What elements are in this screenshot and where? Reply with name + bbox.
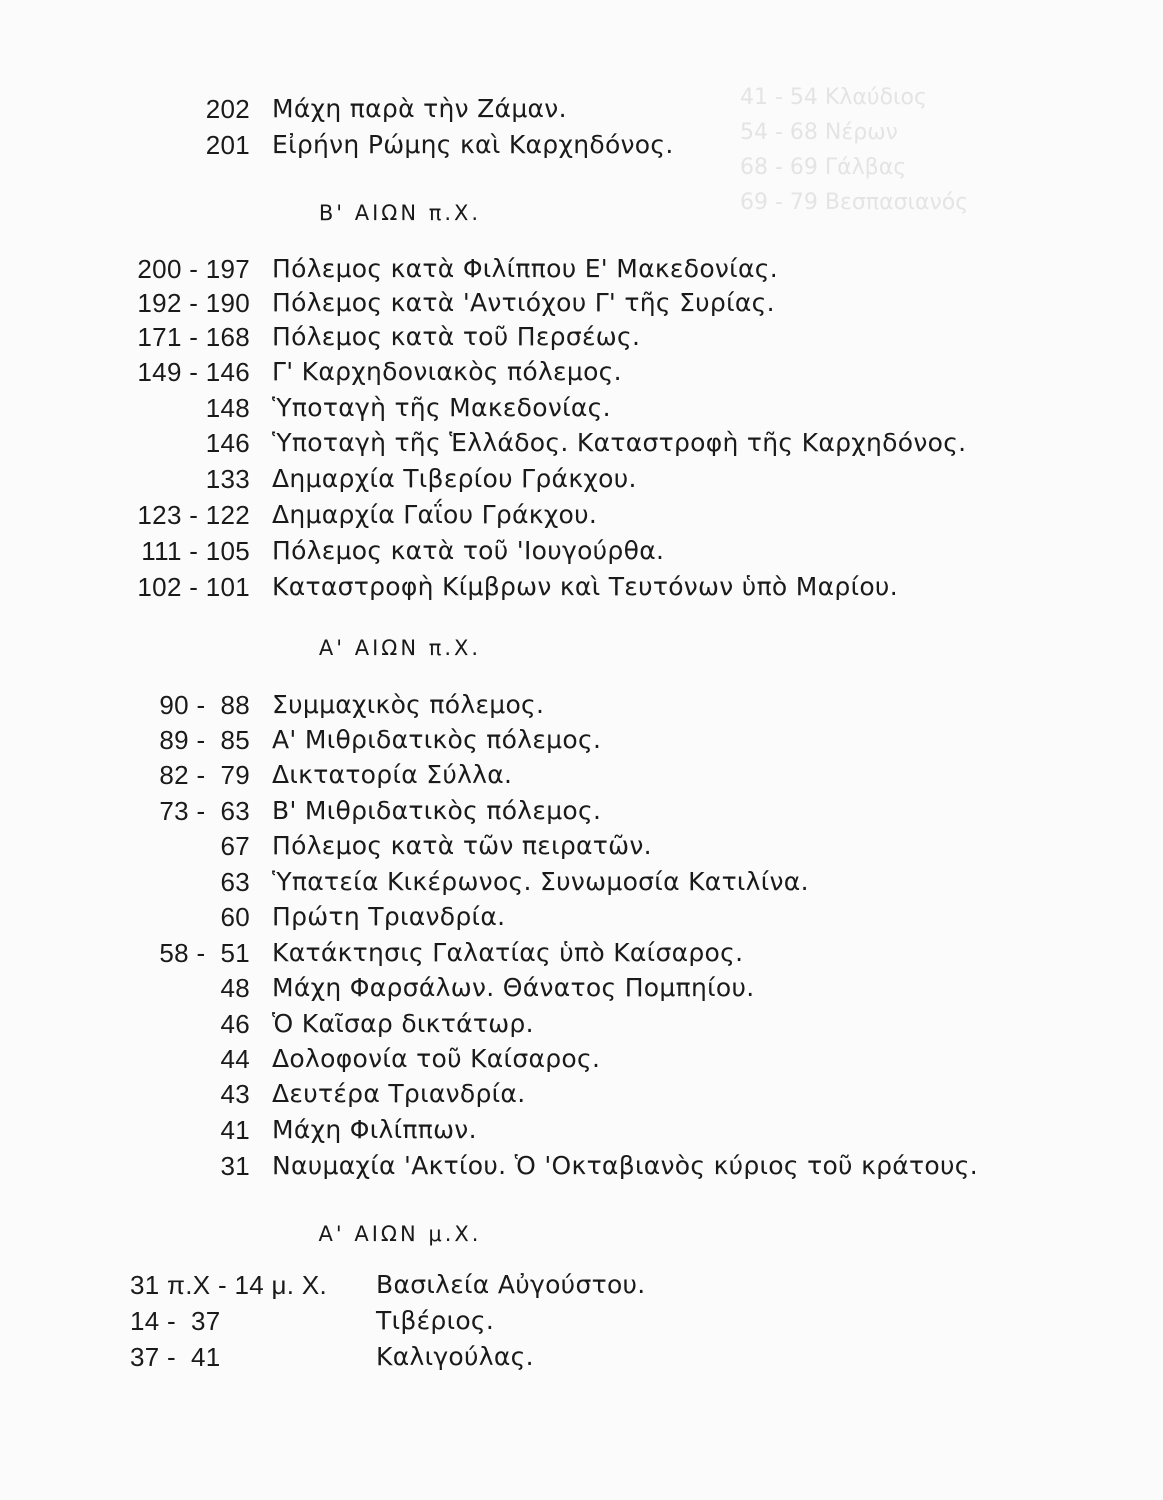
bleed-through-text: 54 - 68 Νέρων — [740, 120, 898, 145]
entry-date: 14 - 37 — [130, 1306, 221, 1336]
entry-event: Πόλεμος κατὰ τοῦ 'Ιουγούρθα. — [272, 536, 665, 565]
entry-date: 48 — [220, 973, 250, 1003]
entry-date: 200 - 197 — [137, 254, 250, 284]
entry-date: 60 — [220, 902, 250, 932]
entry-event: Δημαρχία Γαΐου Γράκχου. — [272, 500, 598, 529]
bleed-through-text: 69 - 79 Βεσπασιανός — [740, 190, 969, 215]
entry-event: Ναυμαχία 'Ακτίου. Ὁ 'Οκταβιανὸς κύριος τοῦ κράτους. — [272, 1151, 978, 1180]
entry-event: Μάχη Φαρσάλων. Θάνατος Πομπηίου. — [272, 973, 755, 1002]
entry-event: Β' Μιθριδατικὸς πόλεμος. — [272, 796, 602, 825]
entry-date: 90 - 88 — [159, 690, 250, 720]
entry-event: Συμμαχικὸς πόλεμος. — [272, 690, 545, 719]
entry-event: Ὑποταγὴ τῆς Ἑλλάδος. Καταστροφὴ τῆς Καρχηδόνος. — [272, 428, 967, 457]
entry-date: 43 — [220, 1079, 250, 1109]
entry-event: Μάχη Φιλίππων. — [272, 1115, 477, 1144]
entry-event: Δημαρχία Τιβερίου Γράκχου. — [272, 464, 637, 493]
entry-event: Εἰρήνη Ρώμης καὶ Καρχηδόνος. — [272, 130, 674, 159]
entry-date: 31 π.Χ - 14 μ. Χ. — [130, 1270, 327, 1300]
entry-date: 37 - 41 — [130, 1342, 221, 1372]
entry-date: 133 — [205, 464, 250, 494]
entry-date: 67 — [220, 831, 250, 861]
entry-event: Κατάκτησις Γαλατίας ὑπὸ Καίσαρος. — [272, 938, 744, 967]
entry-date: 82 - 79 — [159, 760, 250, 790]
entry-event: Γ' Καρχηδονιακὸς πόλεμος. — [272, 357, 622, 386]
entry-event: Δευτέρα Τριανδρία. — [272, 1079, 526, 1108]
section-heading: Β' ΑΙΩΝ π.Χ. — [318, 201, 482, 225]
entry-event: Δολοφονία τοῦ Καίσαρος. — [272, 1044, 601, 1073]
entry-event: Βασιλεία Αὐγούστου. — [376, 1270, 646, 1299]
entry-date: 58 - 51 — [159, 938, 250, 968]
entry-date: 149 - 146 — [137, 357, 250, 387]
entry-date: 148 — [205, 393, 250, 423]
entry-date: 146 — [205, 428, 250, 458]
entry-date: 102 - 101 — [137, 572, 250, 602]
entry-event: Καλιγούλας. — [376, 1342, 534, 1371]
entry-event: Πόλεμος κατὰ τῶν πειρατῶν. — [272, 831, 652, 860]
bleed-through-text: 68 - 69 Γάλβας — [740, 155, 907, 180]
bleed-through-text: 41 - 54 Κλαύδιος — [740, 85, 927, 110]
entry-date: 31 — [220, 1151, 250, 1181]
entry-date: 123 - 122 — [137, 500, 250, 530]
section-heading: Α' ΑΙΩΝ π.Χ. — [318, 636, 482, 660]
entry-date: 111 - 105 — [141, 536, 250, 566]
entry-event: Ὑπατεία Κικέρωνος. Συνωμοσία Κατιλίνα. — [272, 867, 809, 896]
entry-date: 201 — [205, 130, 250, 160]
entry-date: 192 - 190 — [137, 288, 250, 318]
entry-date: 73 - 63 — [159, 796, 250, 826]
entry-event: Πόλεμος κατὰ τοῦ Περσέως. — [272, 322, 641, 351]
entry-event: Πόλεμος κατὰ 'Αντιόχου Γ' τῆς Συρίας. — [272, 288, 775, 317]
entry-event: Τιβέριος. — [376, 1306, 495, 1335]
entry-event: Ὁ Καῖσαρ δικτάτωρ. — [272, 1009, 534, 1038]
entry-event: Πρώτη Τριανδρία. — [272, 902, 506, 931]
entry-date: 171 - 168 — [137, 322, 250, 352]
section-heading: Α' ΑΙΩΝ μ.Χ. — [318, 1222, 482, 1246]
entry-event: Καταστροφὴ Κίμβρων καὶ Τευτόνων ὑπὸ Μαρίου. — [272, 572, 898, 601]
entry-date: 89 - 85 — [159, 725, 250, 755]
entry-date: 63 — [220, 867, 250, 897]
entry-event: Μάχη παρὰ τὴν Ζάμαν. — [272, 94, 567, 123]
entry-date: 41 — [220, 1115, 250, 1145]
entry-event: Δικτατορία Σύλλα. — [272, 760, 513, 789]
entry-date: 46 — [220, 1009, 250, 1039]
entry-date: 44 — [220, 1044, 250, 1074]
entry-event: Πόλεμος κατὰ Φιλίππου Ε' Μακεδονίας. — [272, 254, 778, 283]
entry-date: 202 — [205, 94, 250, 124]
entry-event: Α' Μιθριδατικὸς πόλεμος. — [272, 725, 602, 754]
entry-event: Ὑποταγὴ τῆς Μακεδονίας. — [272, 393, 611, 422]
